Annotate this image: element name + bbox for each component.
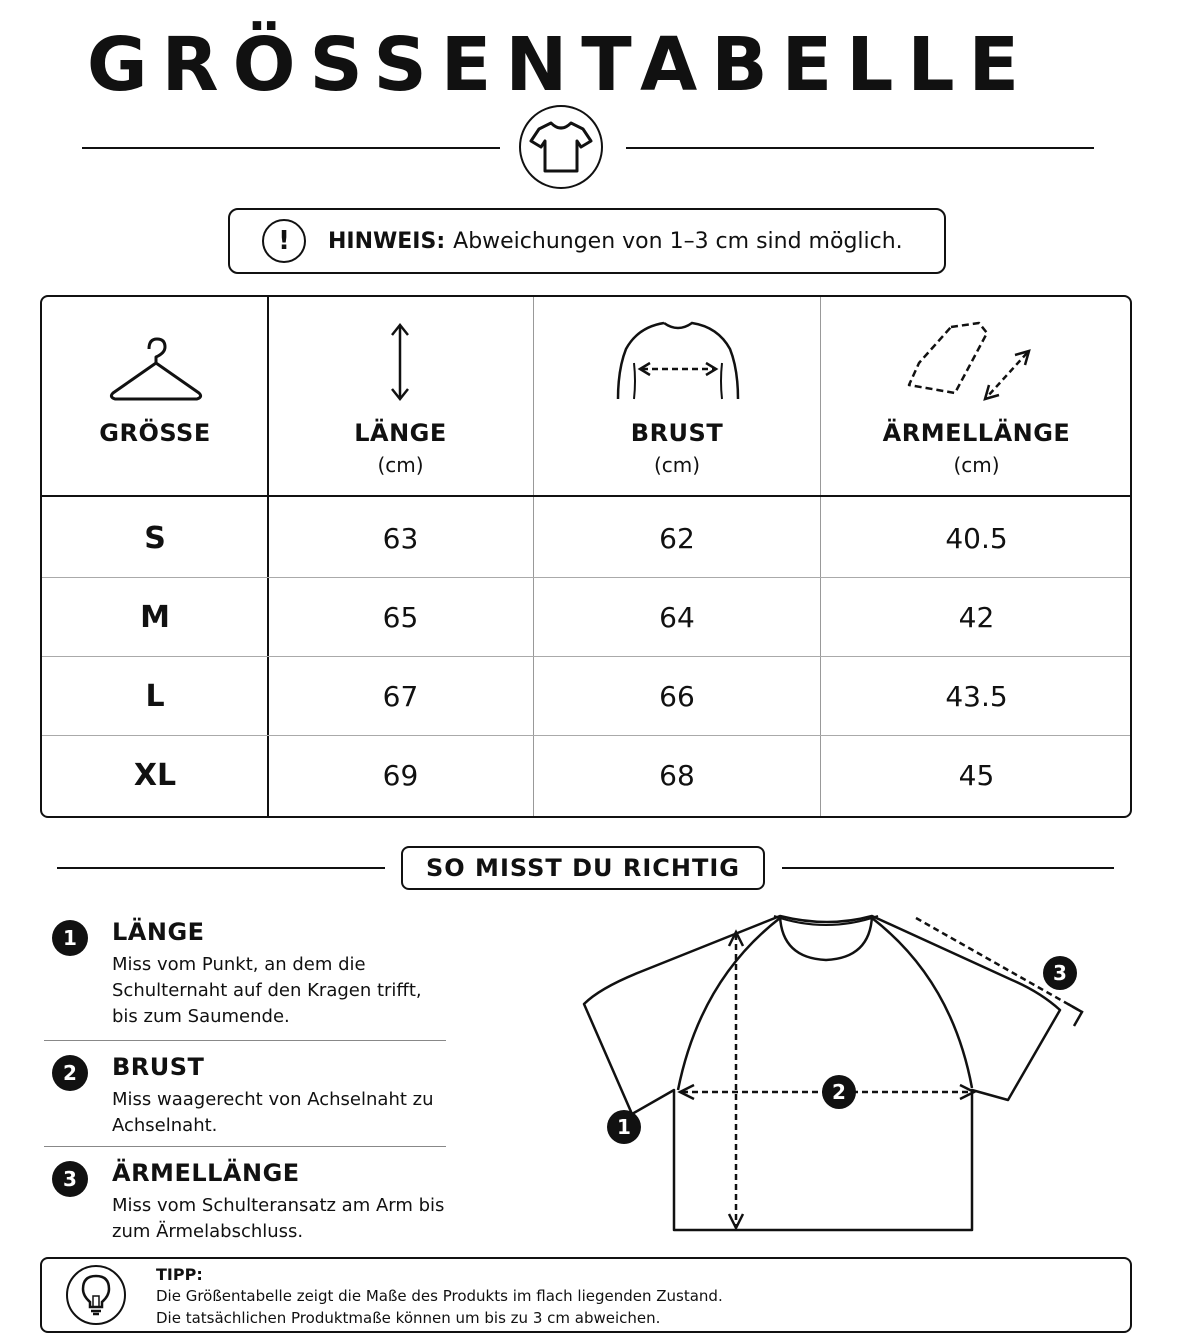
page-title: GRÖSSENTABELLE <box>86 22 1034 108</box>
table-cell-sleeve: 42 <box>958 601 995 634</box>
row-divider <box>42 495 1130 497</box>
divider <box>82 147 500 149</box>
step-description: Miss vom Punkt, an dem die Schulternaht auf den Kragen trifft, bis zum Saumende. <box>112 954 422 1027</box>
table-cell-size: L <box>145 679 165 714</box>
notice-text: Abweichungen von 1–3 cm sind möglich. <box>453 228 903 254</box>
table-cell-sleeve: 43.5 <box>945 680 1008 713</box>
step-number: 1 <box>52 920 88 956</box>
divider <box>44 1040 446 1041</box>
table-cell-chest: 64 <box>659 601 695 634</box>
step-length <box>52 918 447 1033</box>
table-cell-length: 63 <box>382 522 419 555</box>
vertical-arrow-icon <box>388 321 412 403</box>
tshirt-diagram <box>560 900 1100 1240</box>
header-label: ÄRMELLÄNGE <box>882 419 1071 447</box>
hanger-icon <box>109 337 203 403</box>
divider <box>44 1146 446 1147</box>
header-unit: (cm) <box>653 453 701 477</box>
header-label: GRÖSSE <box>99 419 211 447</box>
chest-icon <box>612 319 744 403</box>
notice-box <box>228 208 946 274</box>
table-cell-sleeve: 40.5 <box>945 522 1008 555</box>
step-title: BRUST <box>112 1053 205 1081</box>
divider <box>626 147 1094 149</box>
table-cell-size: XL <box>133 758 177 793</box>
table-cell-chest: 68 <box>659 759 695 792</box>
lightbulb-icon <box>66 1265 126 1325</box>
section-title: SO MISST DU RICHTIG <box>401 846 765 890</box>
size-table <box>40 295 1132 818</box>
tip-text: Die Größentabelle zeigt die Maße des Produkts im flach liegenden Zustand. <box>156 1287 723 1305</box>
exclamation-icon: ! <box>262 219 306 263</box>
table-cell-length: 69 <box>382 759 419 792</box>
header-label: LÄNGE <box>354 419 447 447</box>
table-cell-sleeve: 45 <box>958 759 995 792</box>
sleeve-icon <box>903 319 1035 405</box>
table-cell-chest: 66 <box>659 680 695 713</box>
step-chest <box>52 1053 447 1138</box>
header-size <box>42 297 268 495</box>
step-number: 3 <box>52 1161 88 1197</box>
header-unit: (cm) <box>377 453 424 477</box>
table-cell-length: 65 <box>382 601 419 634</box>
header-label: BRUST <box>630 419 724 447</box>
notice-label: HINWEIS: <box>328 228 446 254</box>
diagram-marker: 3 <box>1043 956 1077 990</box>
table-cell-size: M <box>140 600 170 635</box>
header-chest <box>534 297 820 495</box>
step-number: 2 <box>52 1055 88 1091</box>
table-cell-length: 67 <box>382 680 419 713</box>
step-title: ÄRMELLÄNGE <box>112 1159 300 1187</box>
table-cell-chest: 62 <box>659 522 695 555</box>
step-title: LÄNGE <box>112 918 205 946</box>
tip-label: TIPP: <box>156 1265 203 1284</box>
tshirt-icon <box>519 105 603 189</box>
diagram-marker: 2 <box>822 1075 856 1109</box>
step-sleeve <box>52 1159 447 1244</box>
header-length <box>268 297 533 495</box>
step-description: Miss vom Schulteransatz am Arm bis zum Ärmelabschluss. <box>112 1195 445 1242</box>
divider <box>782 867 1114 869</box>
table-cell-size: S <box>144 521 166 556</box>
header-sleeve <box>821 297 1132 495</box>
divider <box>57 867 385 869</box>
step-description: Miss waagerecht von Achselnaht zu Achselnaht. <box>112 1089 434 1136</box>
tip-box <box>40 1257 1132 1333</box>
header-unit: (cm) <box>953 453 1000 477</box>
diagram-marker: 1 <box>607 1110 641 1144</box>
tip-text: Die tatsächlichen Produktmaße können um bis zu 3 cm abweichen. <box>156 1309 661 1327</box>
